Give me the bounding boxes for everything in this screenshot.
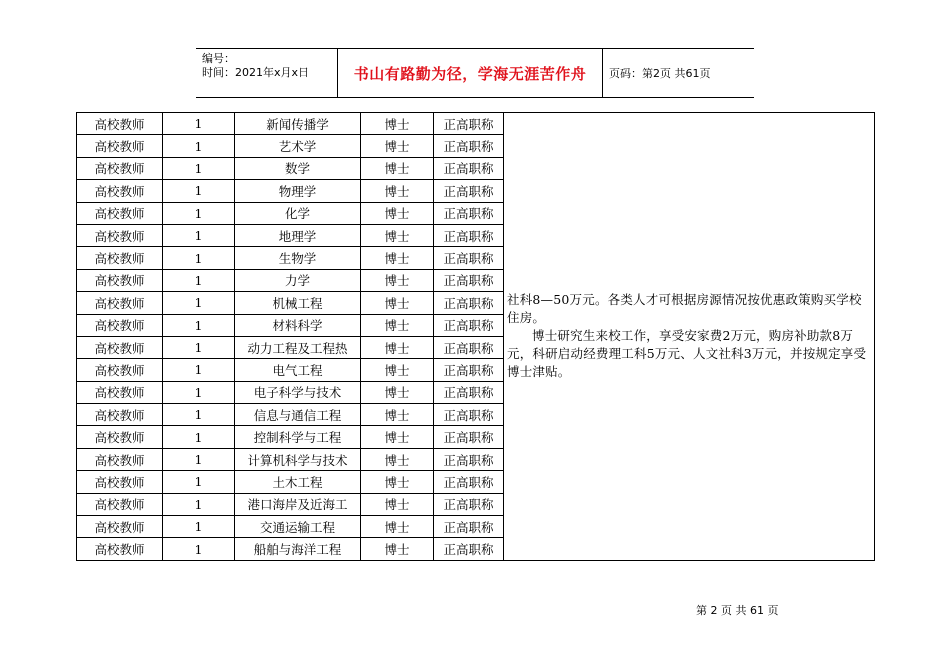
degree-cell: 博士 [361,471,434,493]
count-cell: 1 [163,113,235,135]
count-cell: 1 [163,448,235,470]
degree-cell: 博士 [361,224,434,246]
major-cell: 控制科学与工程 [235,426,361,448]
position-cell: 高校教师 [77,359,163,381]
degree-cell: 博士 [361,202,434,224]
degree-cell: 博士 [361,381,434,403]
count-cell: 1 [163,202,235,224]
count-cell: 1 [163,180,235,202]
major-cell: 艺术学 [235,135,361,157]
count-cell: 1 [163,471,235,493]
rank-cell: 正高职称 [434,516,504,538]
major-cell: 新闻传播学 [235,113,361,135]
position-cell: 高校教师 [77,292,163,314]
degree-cell: 博士 [361,426,434,448]
position-cell: 高校教师 [77,135,163,157]
position-cell: 高校教师 [77,493,163,515]
count-cell: 1 [163,269,235,291]
degree-cell: 博士 [361,247,434,269]
count-cell: 1 [163,404,235,426]
position-cell: 高校教师 [77,113,163,135]
note-paragraph-1: 社科8—50万元。各类人才可根据房源情况按优惠政策购买学校住房。 [507,292,862,326]
major-cell: 交通运输工程 [235,516,361,538]
table-row [77,113,875,135]
rank-cell: 正高职称 [434,202,504,224]
major-cell: 数学 [235,157,361,179]
rank-cell: 正高职称 [434,426,504,448]
position-cell: 高校教师 [77,224,163,246]
degree-cell: 博士 [361,359,434,381]
degree-cell: 博士 [361,336,434,358]
rank-cell: 正高职称 [434,314,504,336]
rank-cell: 正高职称 [434,381,504,403]
rank-cell: 正高职称 [434,269,504,291]
position-cell: 高校教师 [77,538,163,560]
rank-cell: 正高职称 [434,157,504,179]
serial-label: 编号： [202,52,235,65]
position-cell: 高校教师 [77,180,163,202]
page-footer: 第 2 页 共 61 页 [696,604,779,617]
position-cell: 高校教师 [77,247,163,269]
major-cell: 信息与通信工程 [235,404,361,426]
position-cell: 高校教师 [77,516,163,538]
degree-cell: 博士 [361,269,434,291]
major-cell: 计算机科学与技术 [235,448,361,470]
count-cell: 1 [163,314,235,336]
position-cell: 高校教师 [77,157,163,179]
header-motto: 书山有路勤为径，学海无涯苦作舟 [338,49,603,97]
count-cell: 1 [163,538,235,560]
major-cell: 港口海岸及近海工 [235,493,361,515]
degree-cell: 博士 [361,538,434,560]
rank-cell: 正高职称 [434,180,504,202]
position-cell: 高校教师 [77,426,163,448]
rank-cell: 正高职称 [434,336,504,358]
header-meta [196,49,338,97]
count-cell: 1 [163,516,235,538]
rank-cell: 正高职称 [434,404,504,426]
count-cell: 1 [163,381,235,403]
major-cell: 物理学 [235,180,361,202]
count-cell: 1 [163,224,235,246]
degree-cell: 博士 [361,157,434,179]
major-cell: 材料科学 [235,314,361,336]
degree-cell: 博士 [361,404,434,426]
count-cell: 1 [163,426,235,448]
note-paragraph-2: 博士研究生来校工作，享受安家费2万元，购房补助款8万元，科研启动经费理工科5万元、人文社科3万元，并按规定享受博士津贴。 [507,328,867,380]
position-cell: 高校教师 [77,336,163,358]
rank-cell: 正高职称 [434,448,504,470]
major-cell: 生物学 [235,247,361,269]
rank-cell: 正高职称 [434,292,504,314]
degree-cell: 博士 [361,516,434,538]
header-page-code: 页码：第2页 共61页 [609,67,711,80]
count-cell: 1 [163,493,235,515]
position-cell: 高校教师 [77,471,163,493]
degree-cell: 博士 [361,113,434,135]
major-cell: 船舶与海洋工程 [235,538,361,560]
degree-cell: 博士 [361,135,434,157]
major-cell: 动力工程及工程热 [235,336,361,358]
rank-cell: 正高职称 [434,135,504,157]
major-cell: 力学 [235,269,361,291]
major-cell: 机械工程 [235,292,361,314]
count-cell: 1 [163,292,235,314]
degree-cell: 博士 [361,314,434,336]
page-header [196,48,754,98]
position-cell: 高校教师 [77,404,163,426]
degree-cell: 博士 [361,292,434,314]
rank-cell: 正高职称 [434,247,504,269]
degree-cell: 博士 [361,448,434,470]
major-cell: 化学 [235,202,361,224]
count-cell: 1 [163,359,235,381]
date-label: 时间：2021年x月x日 [202,66,310,79]
recruitment-table [76,112,875,561]
rank-cell: 正高职称 [434,471,504,493]
degree-cell: 博士 [361,180,434,202]
position-cell: 高校教师 [77,202,163,224]
count-cell: 1 [163,135,235,157]
major-cell: 电气工程 [235,359,361,381]
major-cell: 土木工程 [235,471,361,493]
rank-cell: 正高职称 [434,359,504,381]
benefits-note [504,113,875,561]
count-cell: 1 [163,247,235,269]
count-cell: 1 [163,336,235,358]
position-cell: 高校教师 [77,269,163,291]
position-cell: 高校教师 [77,448,163,470]
position-cell: 高校教师 [77,314,163,336]
rank-cell: 正高职称 [434,538,504,560]
count-cell: 1 [163,157,235,179]
major-cell: 地理学 [235,224,361,246]
major-cell: 电子科学与技术 [235,381,361,403]
rank-cell: 正高职称 [434,493,504,515]
degree-cell: 博士 [361,493,434,515]
rank-cell: 正高职称 [434,224,504,246]
position-cell: 高校教师 [77,381,163,403]
rank-cell: 正高职称 [434,113,504,135]
